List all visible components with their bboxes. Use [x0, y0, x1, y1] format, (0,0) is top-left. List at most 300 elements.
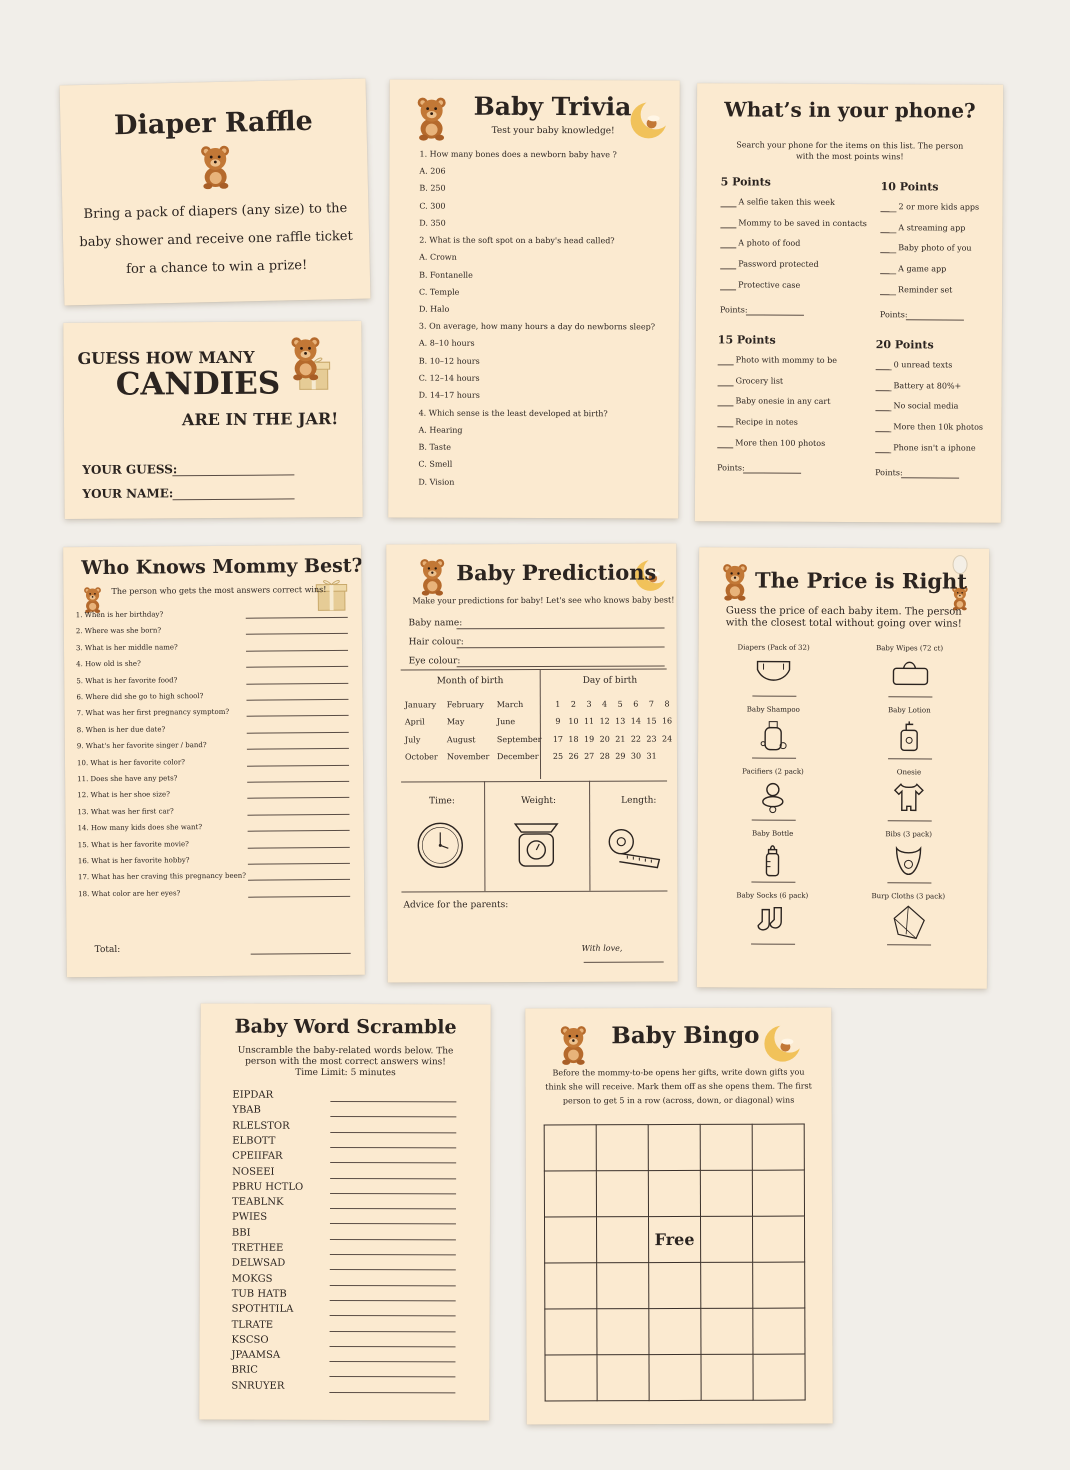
scramble-word: SPOTHTILA — [231, 1303, 294, 1316]
bingo-cell[interactable] — [700, 1170, 752, 1216]
bingo-cell[interactable] — [545, 1263, 597, 1309]
answer-line — [330, 1315, 456, 1316]
phone-item: No social media — [893, 401, 959, 411]
price-line — [888, 758, 932, 759]
check-line — [880, 211, 896, 212]
bingo-cell[interactable] — [649, 1262, 701, 1308]
answer-line — [330, 1285, 456, 1286]
clock-icon — [415, 820, 465, 870]
answer-line — [248, 846, 350, 848]
guess-label: YOUR GUESS: — [82, 462, 178, 477]
day-option: 6 — [633, 699, 639, 709]
check-line — [875, 411, 891, 412]
total-line — [251, 953, 351, 955]
points-heading: 20 Points — [875, 338, 934, 352]
bingo-cell[interactable] — [700, 1124, 752, 1170]
bingo-cell[interactable] — [701, 1354, 753, 1400]
phone-item: A selfie taken this week — [738, 197, 835, 207]
phone-item: Baby photo of you — [898, 243, 972, 254]
length-label: Length: — [621, 795, 657, 806]
bingo-grid — [544, 1124, 806, 1402]
phone-item: Password protected — [738, 259, 819, 269]
predictions-subtitle: Make your predictions for baby! Let's see who knows baby best! — [412, 595, 675, 606]
trivia-option: A. 206 — [419, 166, 446, 176]
mommy-question: 14. How many kids does she want? — [77, 823, 203, 833]
shampoo-icon — [753, 718, 793, 754]
scramble-word: PBRU HCTLO — [232, 1181, 304, 1193]
phone-item: Mommy to be saved in contacts — [738, 218, 867, 228]
phone-item: A streaming app — [898, 222, 966, 233]
check-line — [720, 248, 736, 249]
day-heading: Day of birth — [582, 675, 638, 686]
phone-intro-line-1: Search your phone for the items on this list. The person — [736, 140, 964, 151]
check-line — [720, 268, 736, 269]
bingo-row — [545, 1262, 805, 1309]
check-line — [720, 289, 736, 290]
guess-line — [172, 474, 294, 476]
day-option: 15 — [646, 716, 657, 726]
phone-item: More then 10k photos — [893, 422, 984, 432]
scramble-word: DELWSAD — [231, 1257, 286, 1270]
day-option: 19 — [583, 734, 595, 744]
day-option: 9 — [555, 717, 561, 727]
scramble-word: MOKGS — [231, 1273, 273, 1285]
check-line — [880, 294, 896, 295]
answer-line — [330, 1254, 456, 1255]
day-option: 11 — [583, 717, 595, 727]
phone-item: 2 or more kids apps — [898, 202, 980, 212]
scramble-word: CPEIIFAR — [232, 1150, 283, 1162]
scramble-word: NOSEEI — [232, 1166, 275, 1178]
answer-line — [330, 1162, 456, 1163]
bingo-cell[interactable] — [597, 1355, 649, 1401]
check-line — [717, 426, 733, 427]
day-option: 1 — [555, 699, 561, 709]
day-option: 17 — [552, 734, 564, 744]
bingo-row — [544, 1124, 804, 1171]
mommy-question: 5. What is her favorite food? — [76, 675, 178, 685]
phone-item: A photo of food — [738, 238, 801, 249]
bingo-cell[interactable] — [596, 1125, 648, 1171]
bingo-cell[interactable] — [545, 1217, 597, 1263]
check-line — [875, 431, 891, 432]
day-option: 12 — [599, 717, 610, 727]
answer-line — [246, 699, 348, 701]
phone-item: A game app — [898, 264, 947, 274]
scramble-word: EIPDAR — [232, 1089, 274, 1101]
check-line — [720, 227, 736, 228]
trivia-option: A. Hearing — [418, 425, 463, 435]
month-option: August — [446, 734, 476, 745]
answer-line — [247, 715, 349, 717]
phone-item: 0 unread texts — [893, 360, 953, 370]
price-item-label: Diapers (Pack of 32) — [737, 643, 810, 652]
check-line — [880, 273, 896, 274]
mommy-question: 4. How old is she? — [76, 659, 141, 669]
answer-line — [330, 1147, 456, 1148]
month-option: March — [496, 700, 524, 710]
month-option: February — [446, 700, 484, 710]
pacifier-icon — [753, 780, 793, 816]
scramble-word: TEABLNK — [232, 1196, 284, 1208]
day-option: 4 — [602, 699, 608, 709]
mommy-card — [63, 545, 365, 978]
price-line — [887, 882, 931, 883]
name-label: YOUR NAME: — [82, 486, 174, 501]
scramble-intro — [200, 1045, 490, 1079]
answer-line — [329, 1361, 455, 1362]
check-line — [718, 364, 734, 365]
price-item-label: Burp Cloths (3 pack) — [871, 892, 946, 901]
answer-line — [330, 1223, 456, 1224]
bingo-cell[interactable] — [753, 1354, 805, 1400]
bingo-cell[interactable] — [701, 1262, 753, 1308]
bingo-cell[interactable] — [649, 1308, 701, 1354]
day-option: 30 — [630, 751, 642, 761]
scramble-intro-line-3: Time Limit: 5 minutes — [295, 1067, 396, 1079]
trivia-option: D. 14–17 hours — [418, 390, 480, 401]
bingo-cell[interactable] — [753, 1216, 805, 1262]
day-option: 25 — [552, 752, 564, 762]
month-option: December — [496, 752, 539, 762]
day-option: 18 — [568, 734, 579, 744]
bingo-cell[interactable] — [545, 1309, 597, 1355]
trivia-question: 2. What is the soft spot on a baby's head called? — [419, 235, 615, 246]
day-option: 26 — [568, 752, 579, 762]
measuring-tape-icon — [607, 826, 663, 870]
price-item-label: Baby Bottle — [751, 829, 794, 838]
check-line — [718, 385, 734, 386]
bingo-cell[interactable] — [597, 1309, 649, 1355]
points-heading: 10 Points — [880, 180, 939, 194]
price-line — [752, 696, 796, 697]
wipes-icon — [889, 656, 929, 692]
bingo-card — [525, 1007, 832, 1424]
day-option: 10 — [568, 717, 579, 727]
trivia-option: B. Taste — [418, 442, 452, 452]
price-item-label: Pacifiers (2 pack) — [742, 767, 804, 776]
day-option: 5 — [617, 699, 623, 709]
price-card — [697, 547, 989, 989]
trivia-option: A. Crown — [419, 252, 457, 262]
mommy-question: 3. What is her middle name? — [75, 643, 178, 652]
day-option: 8 — [664, 699, 670, 709]
mommy-question: 7. What was her first pregnancy symptom? — [76, 708, 230, 718]
points-label: Points: — [717, 463, 745, 473]
answer-line — [330, 1239, 456, 1240]
diaper-raffle-title: Diaper Raffle — [113, 105, 314, 142]
gift-box-icon — [277, 329, 347, 399]
answer-line — [330, 1177, 456, 1178]
raffle-line-3: for a chance to win a prize! — [126, 257, 308, 278]
phone-title: What’s in your phone? — [724, 97, 976, 123]
mommy-question: 9. What's her favorite singer / band? — [76, 741, 207, 751]
trivia-option: D. Halo — [418, 304, 450, 314]
candies-heading: CANDIES — [115, 365, 281, 403]
teddy-bear-icon — [553, 1018, 593, 1066]
signoff-line — [584, 962, 664, 963]
teddy-bear-icon — [414, 552, 450, 596]
check-line — [876, 369, 892, 370]
price-line — [888, 820, 932, 821]
day-option: 14 — [630, 717, 641, 727]
divider — [401, 669, 667, 671]
mommy-question: 12. What is her shoe size? — [77, 790, 170, 800]
bingo-cell[interactable] — [649, 1354, 701, 1400]
bingo-cell[interactable] — [752, 1124, 804, 1170]
phone-intro-line-2: with the most points wins! — [795, 151, 904, 162]
month-heading: Month of birth — [436, 676, 504, 687]
phone-item: More then 100 photos — [735, 438, 826, 448]
points-heading: 5 Points — [720, 175, 771, 189]
answer-line — [247, 732, 349, 734]
answer-line — [246, 650, 348, 652]
trivia-option: B. Fontanelle — [419, 270, 473, 280]
answer-line — [248, 896, 350, 898]
diaper-raffle-text — [62, 195, 370, 286]
bingo-cell[interactable] — [544, 1171, 596, 1217]
answer-line — [330, 1193, 456, 1194]
trivia-option: C. 12–14 hours — [418, 373, 480, 383]
raffle-line-2: baby shower and receive one raffle ticket — [79, 228, 353, 251]
scramble-word: SNRUYER — [231, 1380, 285, 1392]
scramble-word: TUB HATB — [231, 1288, 287, 1300]
day-option: 28 — [599, 751, 610, 761]
day-option: 13 — [615, 717, 626, 727]
points-label: Points: — [875, 468, 903, 478]
points-line — [906, 319, 964, 320]
scramble-intro-line-2: person with the most correct answers wins! — [245, 1056, 446, 1068]
answer-line — [330, 1101, 456, 1102]
price-line — [751, 882, 795, 883]
total-label: Total: — [94, 944, 121, 956]
bingo-cell[interactable] — [596, 1171, 648, 1217]
day-option: 21 — [615, 734, 626, 744]
baby-name-line — [457, 628, 665, 630]
price-line — [752, 758, 796, 759]
trivia-question: 4. Which sense is the least developed at birth? — [418, 408, 608, 418]
answer-line — [329, 1376, 455, 1377]
hair-colour-line — [457, 647, 665, 649]
check-line — [875, 452, 891, 453]
bingo-cell[interactable] — [545, 1355, 597, 1401]
price-item-label: Baby Socks (6 pack) — [736, 891, 809, 900]
answer-line — [248, 830, 350, 832]
day-option: 2 — [570, 699, 576, 709]
price-item-label: Onesie — [896, 768, 922, 777]
lotion-icon — [889, 718, 929, 754]
points-heading: 15 Points — [717, 333, 776, 347]
burp-cloth-icon — [888, 904, 928, 940]
month-option: April — [404, 717, 425, 727]
bottle-icon — [752, 842, 792, 878]
scale-icon — [511, 820, 561, 872]
bingo-cell[interactable] — [701, 1216, 753, 1262]
answer-line — [246, 617, 348, 619]
trivia-option: C. Temple — [419, 287, 460, 297]
points-line — [746, 314, 804, 315]
advice-label: Advice for the parents: — [403, 900, 509, 911]
bingo-row — [544, 1170, 804, 1217]
scramble-title: Baby Word Scramble — [234, 1015, 457, 1039]
mommy-title: Who Knows Mommy Best? — [81, 554, 363, 580]
mommy-question: 11. Does she have any pets? — [77, 774, 178, 784]
answer-line — [246, 682, 348, 684]
month-option: January — [404, 700, 437, 710]
answer-line — [330, 1330, 456, 1331]
scramble-word: BRIC — [231, 1364, 258, 1377]
answer-line — [330, 1132, 456, 1133]
phone-item: Grocery list — [735, 376, 784, 386]
phone-item: Photo with mommy to be — [735, 355, 838, 365]
predictions-card — [386, 543, 678, 982]
mommy-question: 16. What is her favorite hobby? — [77, 856, 190, 866]
time-label: Time: — [429, 796, 455, 807]
month-option: November — [446, 752, 490, 762]
bingo-cell[interactable] — [701, 1308, 753, 1354]
scramble-word: PWIES — [231, 1211, 268, 1224]
check-line — [720, 206, 736, 207]
price-line — [887, 944, 931, 945]
baby-name-label: Baby name: — [408, 618, 463, 629]
check-line — [876, 390, 892, 391]
socks-icon — [752, 904, 792, 940]
trivia-option: D. Vision — [418, 477, 455, 487]
eye-colour-line — [457, 666, 665, 668]
price-item-label: Baby Lotion — [887, 706, 931, 715]
mommy-question: 13. What was her first car? — [77, 807, 174, 816]
price-intro-line-1: Guess the price of each baby item. The person — [725, 605, 962, 618]
onesie-icon — [889, 780, 929, 816]
bingo-row — [545, 1354, 805, 1401]
scramble-word: KSCSO — [231, 1334, 269, 1346]
trivia-question: 3. On average, how many hours a day do newborns sleep? — [418, 321, 656, 332]
price-line — [752, 820, 796, 821]
price-line — [888, 696, 932, 697]
phone-item: Baby onesie in any cart — [735, 396, 831, 407]
scramble-word: BBI — [231, 1227, 251, 1239]
scramble-card — [199, 1003, 490, 1420]
candies-card — [63, 321, 362, 519]
bingo-intro-line-1: Before the mommy-to-be opens her gifts, write down gifts you — [552, 1067, 805, 1078]
candies-line-1: GUESS HOW MANY — [77, 347, 255, 368]
answer-line — [248, 879, 350, 881]
mommy-question: 10. What is her favorite color? — [76, 757, 185, 767]
scramble-word: ELBOTT — [232, 1135, 276, 1147]
day-option: 22 — [630, 734, 642, 744]
signoff-label: With love, — [581, 943, 623, 953]
answer-line — [247, 814, 349, 816]
bingo-cell[interactable] — [544, 1125, 596, 1171]
candies-line-3: ARE IN THE JAR! — [181, 409, 339, 430]
trivia-option: B. 10–12 hours — [418, 356, 480, 366]
trivia-option: C. 300 — [419, 201, 446, 211]
answer-line — [247, 748, 349, 750]
points-label: Points: — [879, 310, 908, 320]
check-line — [717, 406, 733, 407]
price-intro — [699, 605, 989, 631]
bingo-cell[interactable] — [753, 1262, 805, 1308]
diaper-raffle-card — [60, 79, 371, 306]
bingo-cell[interactable] — [752, 1170, 804, 1216]
check-line — [880, 232, 896, 233]
phone-intro — [697, 139, 1003, 163]
scramble-word: TLRATE — [231, 1319, 274, 1331]
day-option: 31 — [646, 751, 657, 761]
mommy-question: 2. Where was she born? — [75, 626, 162, 636]
month-option: May — [446, 717, 465, 727]
bib-icon — [888, 842, 928, 878]
teddy-bear-icon — [410, 90, 454, 142]
mommy-question: 15. What is her favorite movie? — [77, 839, 189, 849]
bingo-cell[interactable] — [597, 1263, 649, 1309]
sleeping-moon-icon — [757, 1018, 807, 1068]
scramble-word: JPAAMSA — [231, 1349, 281, 1361]
bingo-row — [545, 1308, 805, 1355]
answer-line — [248, 863, 350, 865]
mommy-question: 1. When is her birthday? — [75, 610, 164, 620]
trivia-card — [388, 79, 680, 518]
day-option: 7 — [648, 699, 654, 709]
answer-line — [246, 666, 348, 668]
mommy-question: 6. Where did she go to high school? — [76, 692, 204, 702]
check-line — [880, 253, 896, 254]
scramble-intro-line-1: Unscramble the baby-related words below. The — [237, 1045, 454, 1057]
price-item-label: Baby Shampoo — [746, 705, 800, 714]
mommy-question: 8. When is her due date? — [76, 725, 166, 734]
predictions-title: Baby Predictions — [456, 559, 657, 586]
price-title: The Price is Right — [754, 567, 968, 594]
answer-line — [330, 1269, 456, 1270]
bingo-cell[interactable] — [753, 1308, 805, 1354]
phone-item: Protective case — [738, 280, 801, 290]
points-line — [743, 472, 801, 473]
month-option: July — [404, 735, 421, 745]
phone-card — [695, 83, 1003, 523]
phone-item: Battery at 80%+ — [893, 380, 962, 391]
phone-item: Reminder set — [898, 285, 953, 295]
bingo-cell[interactable] — [648, 1170, 700, 1216]
month-option: June — [496, 717, 516, 727]
month-option: September — [496, 734, 542, 744]
day-option: 23 — [646, 734, 657, 744]
answer-line — [246, 633, 348, 635]
bingo-free-cell: Free — [649, 1216, 701, 1262]
day-option: 27 — [584, 751, 595, 762]
bingo-cell[interactable] — [648, 1124, 700, 1170]
day-option: 20 — [599, 734, 610, 744]
scramble-word: TRETHEE — [231, 1242, 284, 1254]
weight-label: Weight: — [521, 795, 557, 807]
bingo-title: Baby Bingo — [611, 1021, 760, 1050]
trivia-option: C. Smell — [418, 459, 453, 469]
mommy-question: 17. What has her craving this pregnancy been? — [77, 872, 247, 882]
bingo-intro — [525, 1065, 831, 1108]
answer-line — [330, 1346, 456, 1347]
answer-line — [330, 1116, 456, 1117]
day-option: 3 — [586, 699, 592, 709]
raffle-line-1: Bring a pack of diapers (any size) to the — [83, 201, 348, 222]
bingo-row — [545, 1216, 805, 1263]
day-option: 24 — [661, 734, 673, 744]
trivia-option: D. 350 — [419, 218, 446, 228]
answer-line — [247, 781, 349, 783]
teddy-bear-icon — [195, 140, 236, 191]
answer-line — [329, 1392, 455, 1393]
bingo-cell[interactable] — [597, 1217, 649, 1263]
month-option: October — [404, 752, 438, 762]
scramble-word: RLELSTOR — [232, 1120, 290, 1132]
